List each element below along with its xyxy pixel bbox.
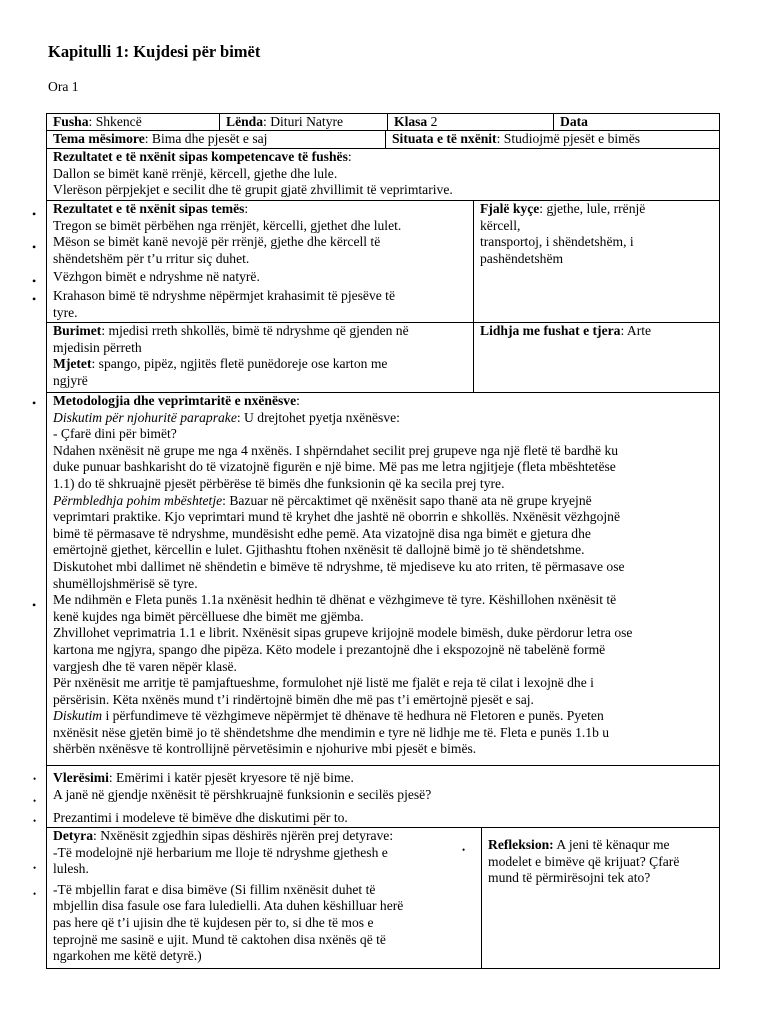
homework-line: -Të modelojnë një herbarium me lloje të ndryshme gjethesh e xyxy=(53,844,388,860)
situation-value: : Studiojmë pjesët e bimës xyxy=(496,131,641,146)
methodology-line xyxy=(53,675,713,692)
topic-row xyxy=(46,130,720,148)
bullet-marker: • xyxy=(33,863,37,873)
tools-line: : spango, pipëz, ngjitës fletë punëdoreje ose karton me xyxy=(91,356,388,372)
homework-cell xyxy=(47,828,475,968)
topic-value: : Bima dhe pjesët e saj xyxy=(144,131,268,146)
homework-line: lulesh. xyxy=(53,861,89,877)
methodology-text: 1.1) do të shkruajnë pjesët përbërëse të bimës dhe funksionin që ka secila prej tyre. xyxy=(53,475,505,491)
methodology-text: : Bazuar në përcaktimet që nxënësit sapo thanë ata në grupe kryejnë xyxy=(222,492,592,508)
methodology-italic-lead: Përmbledhja pohim mbështetje xyxy=(53,492,223,508)
methodology-line xyxy=(53,592,713,609)
topic-results-row xyxy=(46,200,720,322)
bullet-marker: • xyxy=(32,207,37,221)
assessment-line: A janë në gjendje nxënësit të përshkruajnë funksionin e secilës pjesë? xyxy=(53,786,432,802)
field-label: Fusha xyxy=(53,114,89,129)
field-value: : Shkencë xyxy=(88,114,142,129)
assessment-label: Vlerësimi xyxy=(53,770,109,785)
homework-line: : Nxënësit zgjedhin sipas dëshirës njërën prej detyrave: xyxy=(93,828,394,843)
keywords-line: transportoj, i shëndetshëm, i xyxy=(480,234,634,250)
situation-label: Situata e të nxënit xyxy=(392,131,497,146)
bullet-marker: • xyxy=(33,889,37,899)
methodology-line xyxy=(53,576,713,593)
chapter-title: Kapitulli 1: Kujdesi për bimët xyxy=(48,42,261,61)
topic-results-colon: : xyxy=(244,201,249,216)
methodology-text: veprimtari praktike. Kjo veprimtari mund të kryhet dhe jashtë në oborrin e shkollës. Nxënësit vëzhgojnë xyxy=(53,509,621,525)
reflection-line: A jeni të kënaqur me xyxy=(553,837,670,852)
assessment-line: Prezantimi i modeleve të bimëve dhe diskutimi për to. xyxy=(53,810,348,826)
topic-results-cell xyxy=(47,201,473,322)
methodology-italic-lead: Diskutim për njohuritë paraprake xyxy=(53,409,237,425)
bullet-marker: • xyxy=(32,240,37,254)
grade-value: 2 xyxy=(427,114,438,129)
methodology-text: bimë të përmasave të ndryshme, mundësisht edhe pemë. Ata vizatojnë disa nga bimët e gjetura dhe xyxy=(53,525,591,541)
methodology-text: Me ndihmën e Fleta punës 1.1a nxënësit hedhin të dhënat e vëzhgimeve të tyre. Këshillohen nxënësit të xyxy=(53,592,617,608)
tools-label: Mjetet xyxy=(53,356,92,372)
topic-results-line: shëndetshëm për t’u rritur siç duhet. xyxy=(53,250,250,266)
bullet-marker: • xyxy=(33,796,37,806)
methodology-italic-lead: Diskutim xyxy=(53,708,103,724)
date-label: Data xyxy=(560,114,588,129)
homework-line: mbjellin disa fasule ose fara luledielli. Ata duhen këshilluar herë xyxy=(53,898,404,914)
methodology-text: - Çfarë dini për bimët? xyxy=(53,426,177,442)
field-cell xyxy=(47,114,219,130)
methodology-line xyxy=(53,476,713,493)
methodology-text: : U drejtohet pyetja nxënësve: xyxy=(236,409,400,425)
methodology-line xyxy=(53,443,713,460)
topic-results-line: Vëzhgon bimët e ndryshme në natyrë. xyxy=(53,269,260,285)
lesson-number: Ora 1 xyxy=(48,79,79,94)
topic-label: Tema mësimore xyxy=(53,131,145,146)
links-label: Lidhja me fushat e tjera xyxy=(480,323,621,338)
reflection-line: mund të përmirësojni tek ato? xyxy=(488,870,651,886)
resources-line: mjedisin përreth xyxy=(53,339,142,355)
methodology-line xyxy=(53,609,713,626)
methodology-text: i përfundimeve të vëzhgimeve nëpërmjet të dhënave të hedhura në Fletoren e punës. Pyeten xyxy=(102,708,604,724)
methodology-text: Ndahen nxënësit në grupe me nga 4 nxënës. I shpërndahet secilit prej grupeve nga një fletë të bardhë ku xyxy=(53,442,619,458)
grade-cell xyxy=(387,114,553,130)
bullet-marker: • xyxy=(32,598,37,612)
subject-value: : Dituri Natyre xyxy=(263,114,344,129)
methodology-text: duke punuar bashkarisht do të vizatojnë figurën e një bime. Më pas me letra ngjitjeje (fleta mbështetëse xyxy=(53,459,616,475)
methodology-line xyxy=(53,692,713,709)
grade-label: Klasa xyxy=(394,114,428,129)
methodology-lines xyxy=(53,410,713,758)
methodology-line xyxy=(53,708,713,725)
methodology-title: Metodologjia dhe veprimtaritë e nxënësve xyxy=(53,393,297,408)
resources-label: Burimet xyxy=(53,323,102,338)
bullet-marker: • xyxy=(33,816,37,826)
bullet-marker: • xyxy=(32,396,37,410)
methodology-text: shumëllojshmërisë së tyre. xyxy=(53,575,198,591)
assessment-cell xyxy=(47,766,719,827)
methodology-text: Diskutohet mbi dallimet në shëndetin e bimëve të ndryshme, të mjediseve ku ato rriten, të përmasave ose xyxy=(53,558,625,574)
resources-row xyxy=(46,322,720,392)
methodology-row xyxy=(46,392,720,765)
topic-results-line: Krahason bimë të ndryshme nëpërmjet krahasimit të pjesëve të xyxy=(53,287,395,303)
bullet-marker: • xyxy=(32,274,37,288)
keywords-line: pashëndetshëm xyxy=(480,250,564,266)
methodology-line xyxy=(53,642,713,659)
homework-label: Detyra xyxy=(53,828,94,843)
topic-results-line: tyre. xyxy=(53,304,78,320)
field-results-colon: : xyxy=(347,149,352,164)
homework-line: -Të mbjellin farat e disa bimëve (Si fillim nxënësit duhet të xyxy=(53,881,376,897)
methodology-line xyxy=(53,741,713,758)
methodology-line xyxy=(53,542,713,559)
keywords-line: kërcell, xyxy=(480,217,521,233)
homework-line: ngarkohen me këtë detyrë.) xyxy=(53,948,202,964)
methodology-line xyxy=(53,526,713,543)
resources-cell xyxy=(47,323,473,392)
assessment-line: : Emërimi i katër pjesët kryesore të një bime. xyxy=(108,770,354,785)
methodology-line xyxy=(53,625,713,642)
methodology-text: shërbën nxënësve të kontrollijnë përvetësimin e njohurive mbi pjesët e bimës. xyxy=(53,741,477,757)
reflection-line: modelet e bimëve që krijuat? Çfarë xyxy=(488,853,680,869)
methodology-line xyxy=(53,426,713,443)
keywords-cell xyxy=(473,201,719,322)
methodology-text: emërtojnë gjethet, kërcellin e lulet. Gjithashtu ftohen nxënësit të dallojnë bimë jo të shëndetshme. xyxy=(53,542,585,558)
methodology-text: nxënësit nëse gjetën bimë jo të shëndetshme dhe mendimin e tyre në lidhje me të. Fleta e punës 1.1b u xyxy=(53,724,610,740)
subject-cell xyxy=(219,114,387,130)
methodology-line xyxy=(53,659,713,676)
keywords-line: : gjethe, lule, rrënjë xyxy=(539,201,646,216)
methodology-line xyxy=(53,493,713,510)
methodology-line xyxy=(53,725,713,742)
lesson-plan-table xyxy=(46,113,720,969)
links-cell xyxy=(473,323,719,392)
methodology-line xyxy=(53,410,713,427)
assessment-row xyxy=(46,765,720,827)
topic-results-line: Mëson se bimët kanë nevojë për rrënjë, gjethe dhe kërcell të xyxy=(53,234,381,250)
situation-cell xyxy=(385,131,719,148)
header-row xyxy=(46,113,720,130)
methodology-text: kenë kujdes nga bimët përcëlluese dhe bimët me gjëmba. xyxy=(53,608,364,624)
methodology-text: Zhvillohet veprimatria 1.1 e librit. Nxënësit sipas grupeve krijojnë modele bimësh, duke përdorur letra ose xyxy=(53,625,633,641)
tools-line: ngjyrë xyxy=(53,372,88,388)
topic-results-line: Tregon se bimët përbëhen nga rrënjët, kërcelli, gjethet dhe lulet. xyxy=(53,217,402,233)
field-results-label: Rezultatet e të nxënit sipas kompetencave të fushës xyxy=(53,149,348,164)
methodology-colon: : xyxy=(296,393,300,408)
homework-line: pas here që t’i ujisin dhe të kujdesen për to, si dhe të mos e xyxy=(53,914,374,930)
reflection-cell xyxy=(481,828,719,968)
methodology-text: Për nxënësit me arritje të pamjaftueshme, formulohet një listë me fjalët e reja të cilat i lexojnë dhe i xyxy=(53,675,594,691)
links-value: : Arte xyxy=(620,323,652,338)
reflection-label: Refleksion: xyxy=(488,837,554,852)
field-results-cell xyxy=(47,149,719,200)
methodology-text: vargjesh dhe të varen nëpër klasë. xyxy=(53,658,237,674)
homework-line: teprojnë me sasinë e ujit. Mund të caktohen disa nxënës që të xyxy=(53,931,386,947)
methodology-line xyxy=(53,509,713,526)
field-results-line: Dallon se bimët kanë rrënjë, kërcell, gjethe dhe lule. xyxy=(53,165,338,181)
bullet-marker: • xyxy=(462,845,466,855)
resources-line: : mjedisi rreth shkollës, bimë të ndryshme që gjenden në xyxy=(101,323,409,338)
field-results-line: Vlerëson përpjekjet e secilit dhe të grupit gjatë zhvillimit të veprimtarive. xyxy=(53,182,453,198)
date-cell xyxy=(553,114,719,130)
subject-label: Lënda xyxy=(226,114,264,129)
homework-row xyxy=(46,827,720,969)
methodology-line xyxy=(53,559,713,576)
bullet-marker: • xyxy=(32,292,37,306)
methodology-line xyxy=(53,459,713,476)
field-results-row xyxy=(46,148,720,200)
methodology-cell xyxy=(47,393,719,765)
bullet-marker: • xyxy=(33,774,37,784)
topic-results-label: Rezultatet e të nxënit sipas temës xyxy=(53,201,245,216)
topic-cell xyxy=(47,131,385,148)
methodology-text: kartona me ngjyra, spango dhe pipëza. Këto modele i prezantojnë dhe i ekspozojnë në tabelënë formë xyxy=(53,641,606,657)
keywords-label: Fjalë kyçe xyxy=(480,201,540,216)
methodology-text: përsërisin. Këta nxënës mund t’i rindërtojnë bimën dhe më pas t’i emërtojnë pjesët e saj. xyxy=(53,691,534,707)
